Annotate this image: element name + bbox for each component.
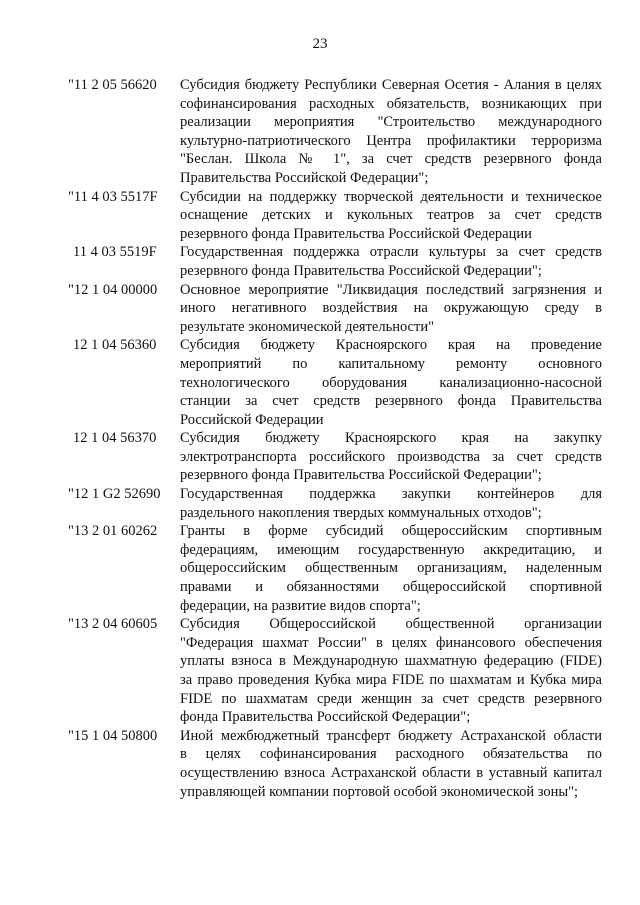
budget-entry xyxy=(68,188,602,244)
description-line: Субсидии на поддержку творческой деятельности и техническое xyxy=(180,188,602,205)
description-line: мероприятий по капитальному ремонту основного xyxy=(180,355,602,372)
description-line: реализации мероприятия "Строительство международного xyxy=(180,114,602,131)
budget-entry xyxy=(68,281,602,337)
budget-code-list xyxy=(68,76,602,801)
budget-code: 12 1 04 56370 xyxy=(73,430,157,447)
description-line: за право проведения Кубка мира FIDE по шахматам и Кубка мира xyxy=(180,672,602,688)
description-line: Государственная поддержка отрасли культуры за счет средств xyxy=(180,244,602,261)
budget-code: "11 2 05 56620 xyxy=(68,77,157,93)
budget-description xyxy=(180,615,602,727)
budget-code: 12 1 04 56360 xyxy=(73,337,157,354)
budget-code: "13 2 04 60605 xyxy=(68,616,158,633)
description-line: Субсидия бюджету Республики Северная Осетия - Алания в целях xyxy=(180,77,602,93)
budget-description xyxy=(180,76,602,188)
budget-entry xyxy=(68,429,602,485)
budget-entry xyxy=(68,76,602,188)
description-line: резервного фонда Правительства Российской Федерации"; xyxy=(180,262,542,279)
description-line: FIDE по шахматам среди женщин за счет средств резервного xyxy=(180,690,602,707)
description-line: федерациям, имеющим государственную аккредитацию, и xyxy=(180,541,602,558)
description-line: в целях софинансирования расходного обязательства по xyxy=(180,746,602,763)
budget-code: "15 1 04 50800 xyxy=(68,727,158,744)
budget-description xyxy=(180,188,602,244)
description-line: Государственная поддержка закупки контейнеров для xyxy=(180,486,602,503)
budget-entry xyxy=(68,615,602,727)
budget-entry xyxy=(68,243,602,280)
budget-description xyxy=(180,485,602,522)
description-line: софинансирования расходных обязательств, возникающих при xyxy=(180,95,602,112)
description-line: результате экономической деятельности" xyxy=(180,318,435,335)
description-line: резервного фонда Правительства Российской Федерации xyxy=(180,225,532,242)
description-line: Правительства Российской Федерации"; xyxy=(180,169,429,186)
description-line: Субсидия бюджету Красноярского края на закупку xyxy=(180,430,602,447)
description-line: резервного фонда Правительства Российской Федерации"; xyxy=(180,467,542,484)
description-line: осуществлению взноса Астраханской области в уставный капитал xyxy=(180,764,602,781)
budget-entry xyxy=(68,336,602,429)
description-line: уплаты взноса в Международную шахматную федерацию (FIDE) xyxy=(180,653,602,670)
description-line: иного негативного воздействия на окружающую среду в xyxy=(180,300,602,317)
budget-code: "12 1 G2 52690 xyxy=(68,486,161,503)
description-line: Иной межбюджетный трансферт бюджету Астраханской области xyxy=(180,727,602,744)
description-line: Основное мероприятие "Ликвидация последствий загрязнения и xyxy=(180,281,602,298)
budget-description xyxy=(180,522,602,615)
description-line: раздельного накопления твердых коммунальных отходов"; xyxy=(180,504,542,521)
description-line: "Федерация шахмат России" в целях финансового обеспечения xyxy=(180,634,602,651)
budget-code: "12 1 04 00000 xyxy=(68,281,158,298)
description-line: Гранты в форме субсидий общероссийским спортивным xyxy=(180,523,602,540)
budget-entry xyxy=(68,522,602,615)
description-line: "Беслан. Школа № 1", за счет средств резервного фонда xyxy=(180,151,602,168)
description-line: управляющей компании портовой особой экономической зоны"; xyxy=(180,783,579,800)
description-line: Субсидия Общероссийской общественной организации xyxy=(180,616,602,633)
page-number: 23 xyxy=(312,36,328,52)
description-line: технологического оборудования канализационно-насосной xyxy=(180,374,602,391)
budget-code: "13 2 01 60262 xyxy=(68,523,158,540)
description-line: общероссийским общественным организациям, наделенным xyxy=(180,560,602,577)
description-line: электротранспорта российского производства за счет средств xyxy=(180,448,602,465)
description-line: фонда Правительства Российской Федерации"; xyxy=(180,709,471,726)
budget-description xyxy=(180,281,602,337)
description-line: станции за счет средств резервного фонда Правительства xyxy=(180,393,602,410)
budget-description xyxy=(180,243,602,280)
description-line: федерации, на развитие видов спорта"; xyxy=(180,597,421,614)
budget-code: "11 4 03 5517F xyxy=(68,188,158,205)
budget-entry xyxy=(68,485,602,522)
description-line: правами и обязанностями общероссийской спортивной xyxy=(180,579,602,596)
budget-entry xyxy=(68,727,602,801)
budget-description xyxy=(180,727,602,801)
description-line: Российской Федерации xyxy=(180,411,324,428)
budget-description xyxy=(180,336,602,429)
budget-description xyxy=(180,429,602,485)
description-line: культурно-патриотического Центра профилактики терроризма xyxy=(180,132,602,149)
description-line: Субсидия бюджету Красноярского края на проведение xyxy=(180,337,602,354)
description-line: оснащение детских и кукольных театров за счет средств xyxy=(180,207,602,224)
budget-code: 11 4 03 5519F xyxy=(73,244,157,261)
